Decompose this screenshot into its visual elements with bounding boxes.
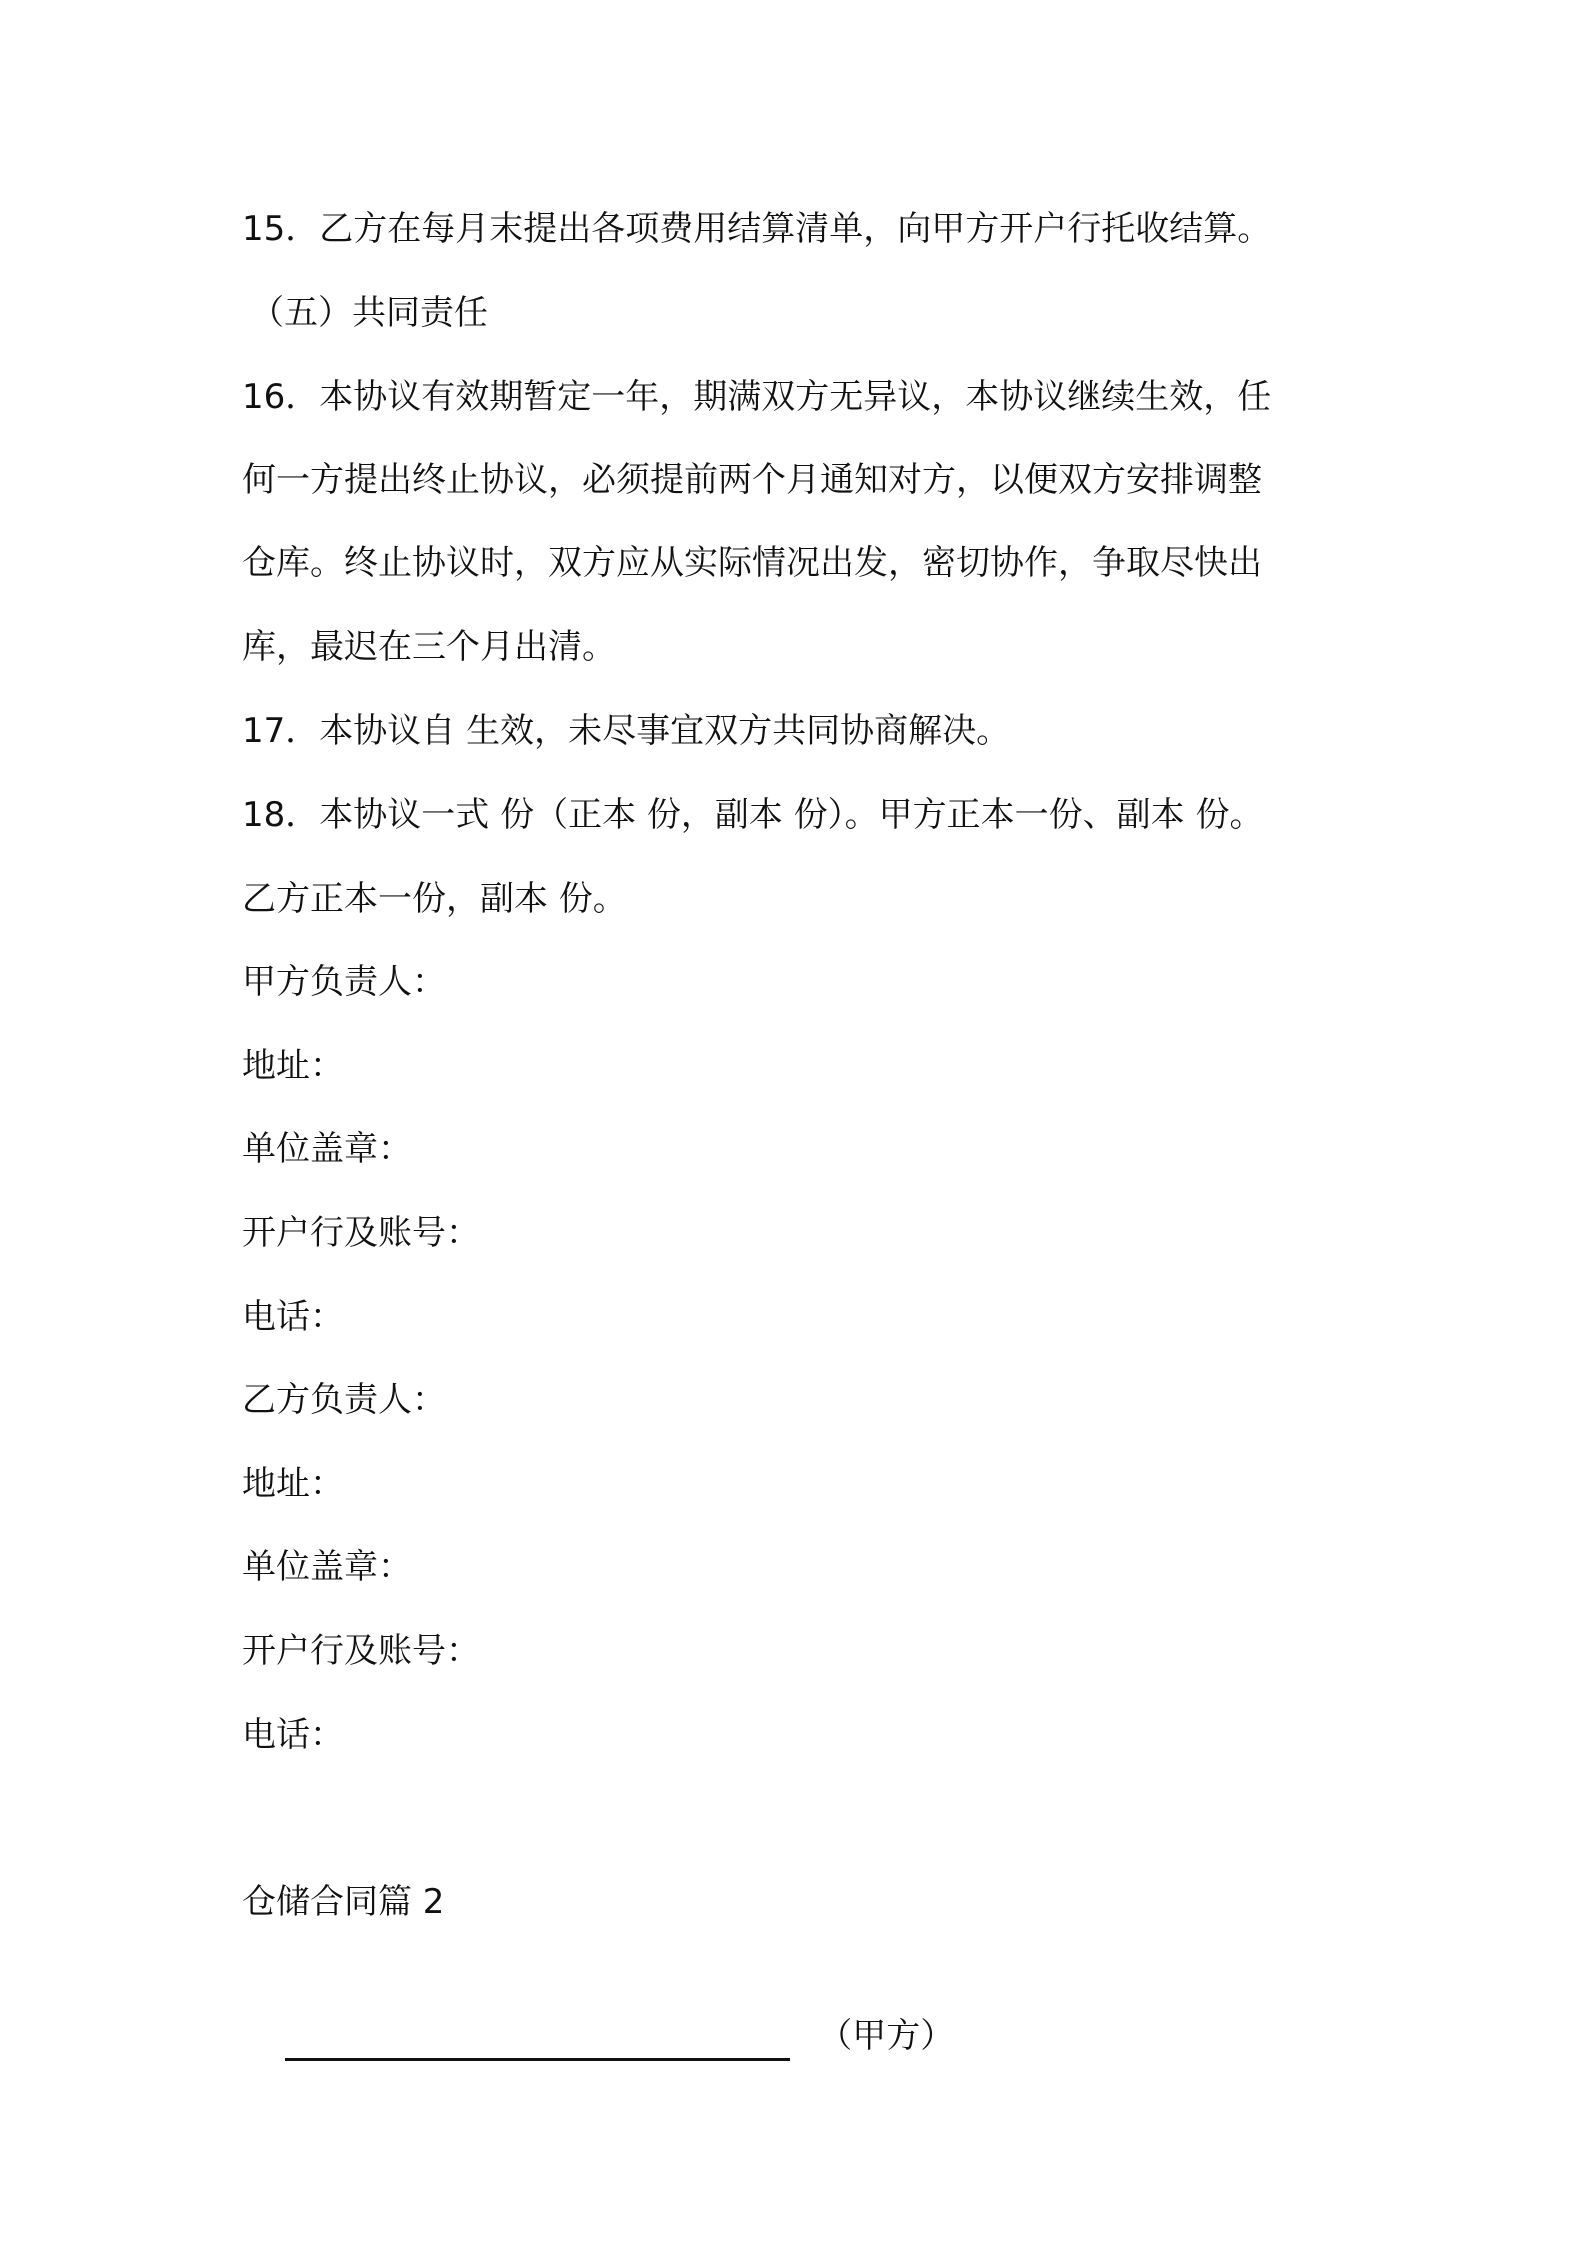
- blank-underline: [285, 2022, 790, 2061]
- clause-15: 15．乙方在每月末提出各项费用结算清单，向甲方开户行托收结算。: [242, 209, 1272, 249]
- clause-16-line-3: 仓库。终止协议时，双方应从实际情况出发，密切协作，争取尽快出: [242, 543, 1262, 583]
- party-b-seal: 单位盖章：: [242, 1547, 412, 1587]
- party-a-label: （甲方）: [818, 2016, 955, 2056]
- clause-18-line-1: 18．本协议一式 份（正本 份，副本 份）。甲方正本一份、副本 份。: [242, 795, 1264, 835]
- next-article-title: 仓储合同篇 2: [242, 1882, 445, 1922]
- party-a-bank-account: 开户行及账号：: [242, 1213, 480, 1253]
- clause-16-line-1: 16．本协议有效期暂定一年，期满双方无异议，本协议继续生效，任: [242, 377, 1272, 417]
- party-b-bank-account: 开户行及账号：: [242, 1631, 480, 1671]
- party-a-blank-line: [242, 1961, 954, 2111]
- party-a-seal: 单位盖章：: [242, 1129, 412, 1169]
- party-a-address: 地址：: [242, 1046, 344, 1086]
- party-b-address: 地址：: [242, 1464, 344, 1504]
- party-b-representative: 乙方负责人：: [242, 1380, 446, 1420]
- clause-18-line-2: 乙方正本一份，副本 份。: [242, 879, 627, 919]
- clause-17: 17．本协议自 生效，未尽事宜双方共同协商解决。: [242, 711, 1011, 751]
- clause-16-line-2: 何一方提出终止协议，必须提前两个月通知对方，以便双方安排调整: [242, 460, 1262, 500]
- section-5-heading: （五）共同责任: [250, 293, 488, 333]
- party-a-representative: 甲方负责人：: [242, 962, 446, 1002]
- clause-16-line-4: 库，最迟在三个月出清。: [242, 627, 616, 667]
- party-a-phone: 电话：: [242, 1297, 344, 1337]
- party-b-phone: 电话：: [242, 1715, 344, 1755]
